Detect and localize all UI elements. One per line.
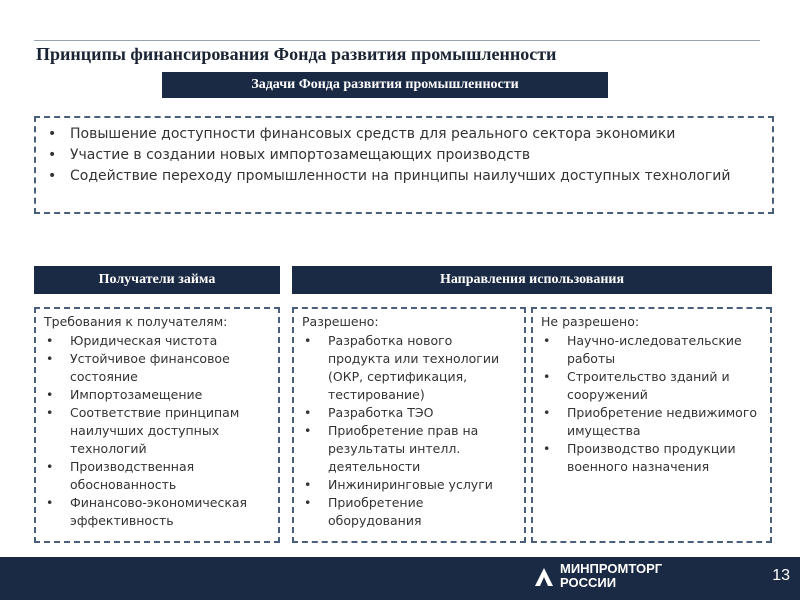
- ministry-logo-text: [560, 562, 662, 590]
- list-item: • Импортозамещение: [44, 386, 272, 404]
- tasks-header: Задачи Фонда развития промышленности: [162, 72, 608, 98]
- title-divider: [34, 40, 760, 41]
- list-item: • Устойчивое финансовое состояние: [44, 350, 272, 386]
- tasks-box: [34, 116, 774, 214]
- recipients-box: [34, 307, 280, 543]
- tasks-list: [46, 124, 762, 187]
- recipients-lead: Требования к получателям:: [44, 314, 228, 329]
- list-item: • Участие в создании новых импортозамещающих производств: [46, 145, 762, 166]
- list-item: • Производственная обоснованность: [44, 458, 272, 494]
- list-item: • Производство продукции военного назначения: [541, 440, 764, 476]
- allowed-list: [302, 332, 518, 530]
- usage-header: Направления использования: [292, 266, 772, 294]
- list-item: • Соответствие принципам наилучших доступных технологий: [44, 404, 272, 458]
- list-item: • Приобретение оборудования: [302, 494, 518, 530]
- list-item: • Приобретение недвижимого имущества: [541, 404, 764, 440]
- list-item: • Юридическая чистота: [44, 332, 272, 350]
- list-item: • Содействие переходу промышленности на принципы наилучших доступных технологий: [46, 166, 762, 187]
- list-item: • Разработка ТЭО: [302, 404, 518, 422]
- logo-line-2: РОССИИ: [560, 575, 617, 590]
- logo-line-1: МИНПРОМТОРГ: [560, 561, 663, 576]
- forbidden-box: [531, 307, 772, 543]
- forbidden-list: [541, 332, 764, 476]
- page-title: Принципы финансирования Фонда развития промышленности: [36, 44, 557, 64]
- recipients-header: Получатели займа: [34, 266, 280, 294]
- footer-bar: [0, 557, 800, 600]
- allowed-box: [292, 307, 526, 543]
- list-item: • Инжиниринговые услуги: [302, 476, 518, 494]
- list-item: • Строительство зданий и сооружений: [541, 368, 764, 404]
- recipients-list: [44, 332, 272, 530]
- list-item: • Повышение доступности финансовых средств для реального сектора экономики: [46, 124, 762, 145]
- allowed-lead: Разрешено:: [302, 314, 379, 329]
- list-item: • Научно-иследовательские работы: [541, 332, 764, 368]
- forbidden-lead: Не разрешено:: [541, 314, 640, 329]
- list-item: • Приобретение прав на результаты интелл. деятельности: [302, 422, 518, 476]
- list-item: • Финансово-экономическая эффективность: [44, 494, 272, 530]
- list-item: • Разработка нового продукта или технологии (ОКР, сертификация, тестирование): [302, 332, 518, 404]
- page-number: 13: [772, 567, 790, 584]
- ministry-logo-icon: [534, 567, 554, 587]
